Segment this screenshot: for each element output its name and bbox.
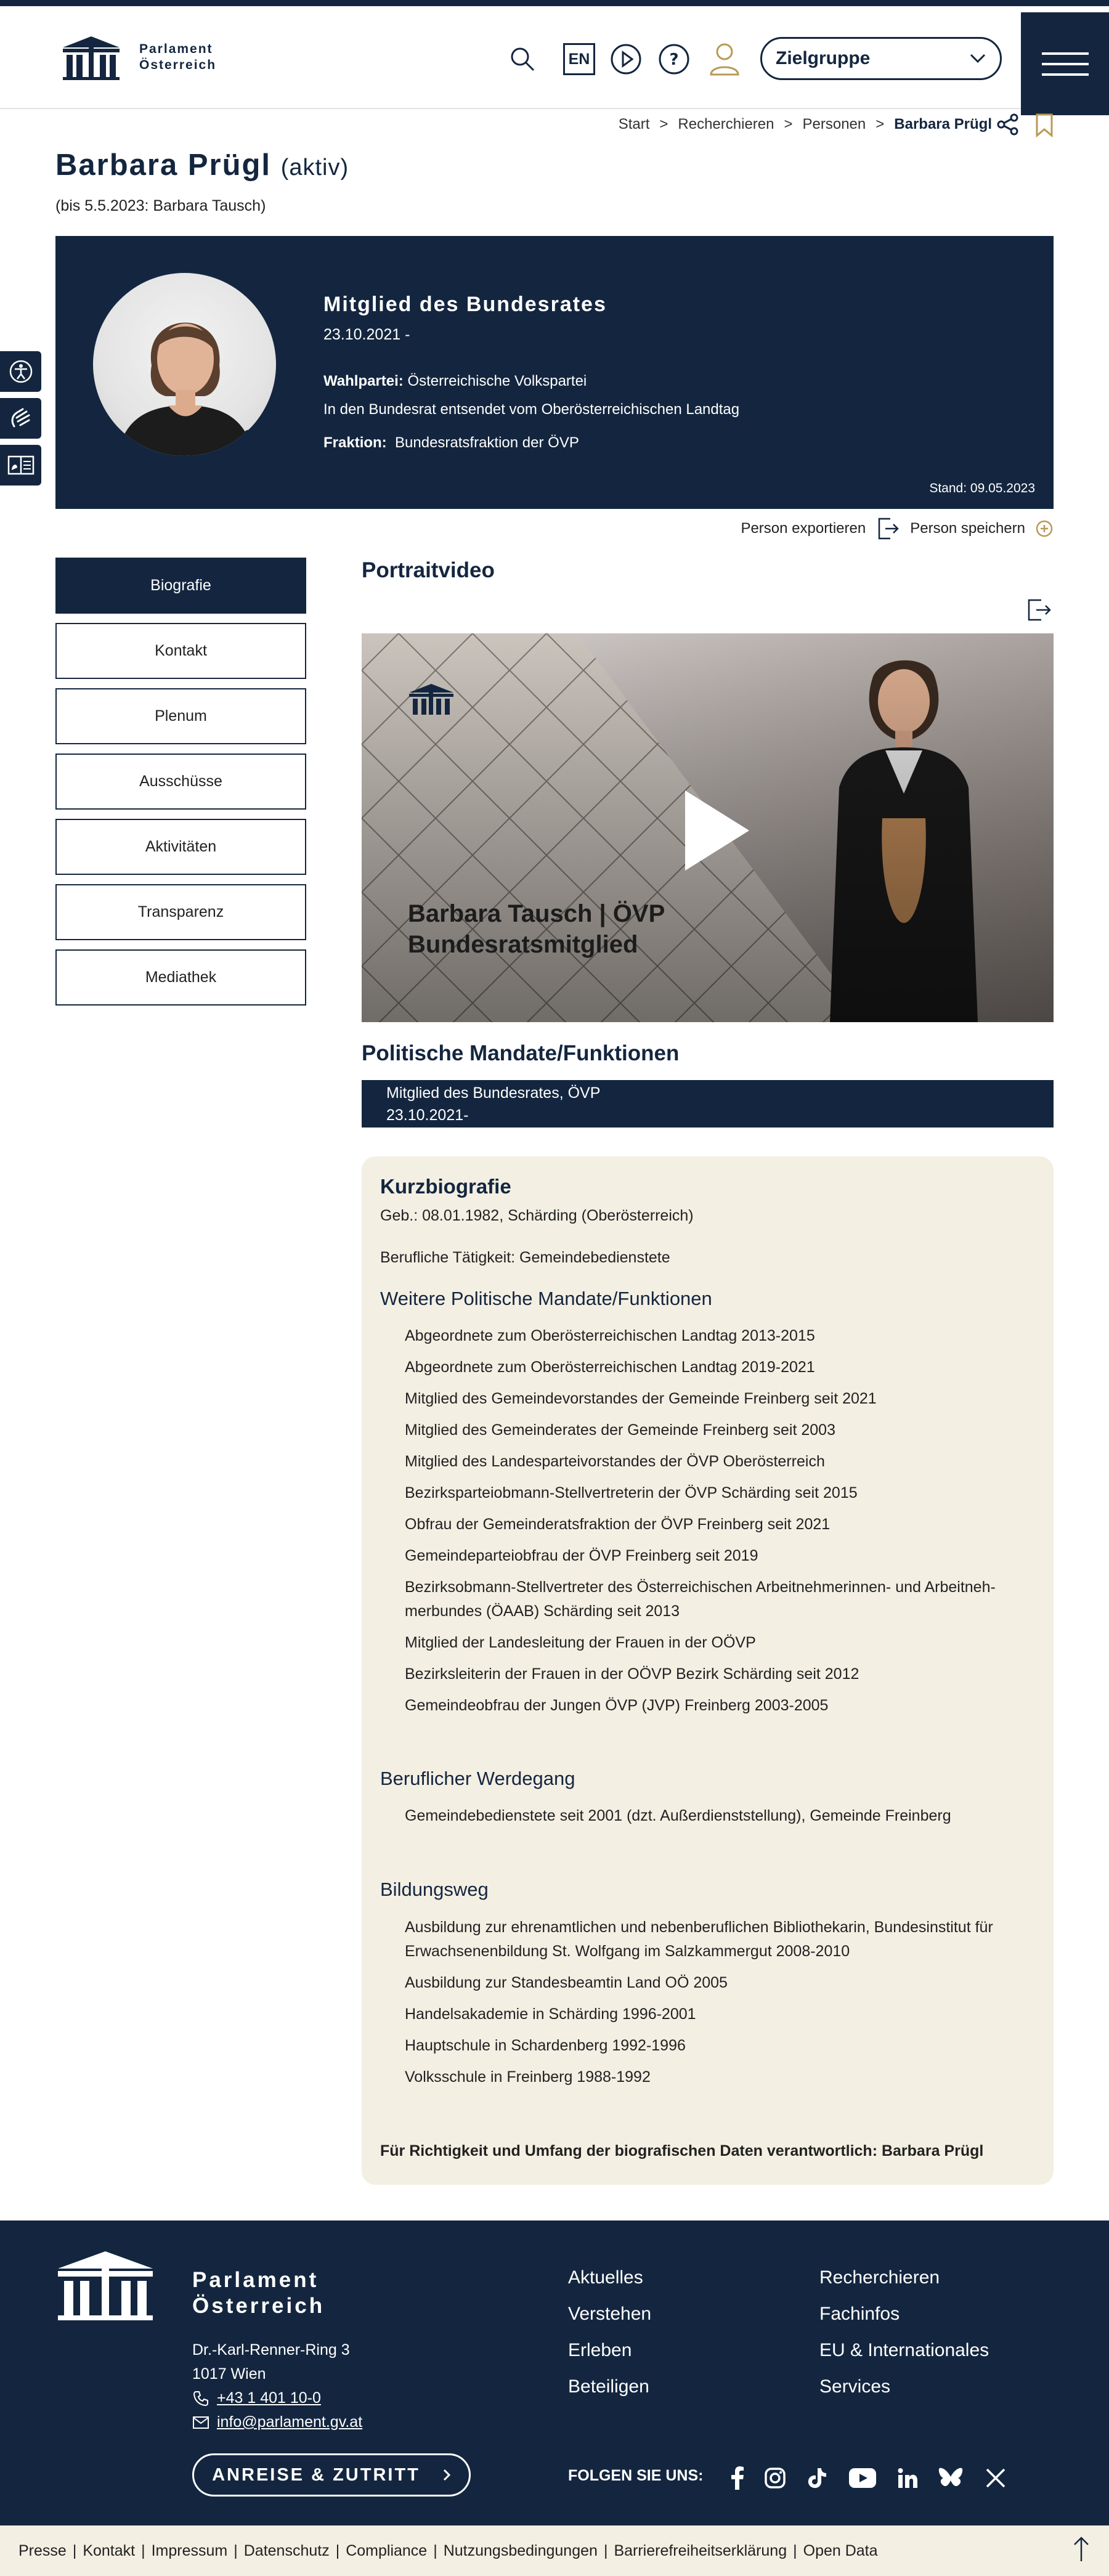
former-name: (bis 5.5.2023: Barbara Tausch) xyxy=(55,197,266,214)
stand-date: Stand: 09.05.2023 xyxy=(929,481,1035,495)
portrait-video[interactable] xyxy=(362,633,1054,1022)
play-icon[interactable] xyxy=(685,790,749,871)
party-value: Österreichische Volkspartei xyxy=(407,373,587,389)
person-role: Mitglied des Bundesrates xyxy=(323,293,607,316)
nav-transparenz[interactable]: Transparenz xyxy=(55,884,306,940)
delegation: In den Bundesrat entsendet vom Oberösterreichischen Landtag xyxy=(323,401,740,418)
footer-link-aktuelles[interactable]: Aktuelles xyxy=(568,2267,643,2288)
video-heading: Portraitvideo xyxy=(362,558,495,582)
footer-address2: 1017 Wien xyxy=(192,2365,266,2383)
footer-link-beteiligen[interactable]: Beteiligen xyxy=(568,2376,649,2397)
nav-biografie[interactable]: Biografie xyxy=(55,558,306,614)
section-nav xyxy=(55,558,306,1015)
party-row xyxy=(323,373,587,390)
career-heading: Beruflicher Werdegang xyxy=(380,1768,575,1789)
top-stripe xyxy=(0,0,1109,6)
education-heading: Bildungsweg xyxy=(380,1879,489,1900)
mandate-item[interactable] xyxy=(362,1080,1054,1128)
list-item: Bezirksparteiobmann-Stellvertreterin der ÖVP Schärding seit 2015 xyxy=(405,1484,858,1501)
bookmark-icon[interactable] xyxy=(1035,113,1054,140)
legal-kontakt[interactable]: Kontakt xyxy=(83,2541,136,2559)
list-item: Handelsakademie in Schärding 1996-2001 xyxy=(405,2005,696,2023)
nav-aktivitaeten[interactable]: Aktivitäten xyxy=(55,819,306,875)
footer-email-row xyxy=(192,2413,362,2431)
list-item: Ausbildung zur ehrenamtlichen und nebenberuflichen Bibliothekarin, Bundesinstitut für Erwachsenenbildung St. Wolfgang im Salzkammergut 2008-2010 xyxy=(405,1919,993,1960)
footer-address1: Dr.-Karl-Renner-Ring 3 xyxy=(192,2341,350,2359)
person-card xyxy=(55,236,1054,509)
parliament-building-icon xyxy=(60,34,122,81)
faction-label: Fraktion: xyxy=(323,434,387,451)
person-name: Barbara Prügl xyxy=(55,148,272,182)
footer-logo-line1: Parlament xyxy=(192,2268,319,2292)
play-icon[interactable] xyxy=(609,42,643,76)
youtube-icon[interactable] xyxy=(849,2466,876,2490)
legal-open-data[interactable]: Open Data xyxy=(803,2541,878,2559)
footer-email-link[interactable]: info@parlament.gv.at xyxy=(217,2413,363,2431)
sign-language-icon[interactable] xyxy=(0,398,41,439)
career-list xyxy=(405,1804,1033,1835)
list-item: Gemeindebedienstete seit 2001 (dzt. Außerdienststellung), Gemeinde Freinberg xyxy=(405,1807,951,1824)
person-status: (aktiv) xyxy=(280,155,349,181)
further-mandates-heading: Weitere Politische Mandate/Funktionen xyxy=(380,1288,712,1309)
site-footer xyxy=(0,2220,1109,2525)
arrival-access-button[interactable] xyxy=(192,2453,471,2497)
faction-value: Bundesratsfraktion der ÖVP xyxy=(395,434,579,451)
language-label: EN xyxy=(563,43,595,75)
easy-language-icon[interactable] xyxy=(0,445,41,486)
list-item: Bezirksobmann-Stellvertreter des Österreichischen Arbeitnehmerinnen- und Arbeitneh-merbundes (ÖAAB) Schärding seit 2013 xyxy=(405,1579,996,1620)
list-item: Ausbildung zur Standesbeamtin Land OÖ 2005 xyxy=(405,1974,728,1991)
zoom-in-icon[interactable] xyxy=(240,428,264,452)
add-circle-icon[interactable] xyxy=(1035,519,1054,538)
help-icon[interactable] xyxy=(657,42,691,76)
footer-link-fachinfos[interactable]: Fachinfos xyxy=(819,2304,900,2324)
share-icon[interactable] xyxy=(996,113,1020,139)
instagram-icon[interactable] xyxy=(763,2466,787,2490)
export-person-link[interactable]: Person exportieren xyxy=(741,520,866,537)
tiktok-icon[interactable] xyxy=(805,2466,829,2490)
list-item: Bezirksleiterin der Frauen in der OÖVP Bezirk Schärding seit 2012 xyxy=(405,1665,859,1683)
bluesky-icon[interactable] xyxy=(938,2466,963,2490)
list-item: Mitglied des Landesparteivorstandes der ÖVP Oberösterreich xyxy=(405,1453,825,1470)
video-export-icon[interactable] xyxy=(1025,598,1052,622)
legal-datenschutz[interactable]: Datenschutz xyxy=(243,2541,330,2559)
list-item: Hauptschule in Schardenberg 1992-1996 xyxy=(405,2037,686,2054)
footer-link-verstehen[interactable]: Verstehen xyxy=(568,2304,652,2324)
breadcrumb: Start > Recherchieren > Personen > Barbara Prügl xyxy=(618,116,992,132)
footer-link-services[interactable]: Services xyxy=(819,2376,891,2397)
list-item: Abgeordnete zum Oberösterreichischen Landtag 2019-2021 xyxy=(405,1359,815,1376)
mandate-title: Mitglied des Bundesrates, ÖVP xyxy=(386,1084,601,1102)
list-item: Obfrau der Gemeinderatsfraktion der ÖVP Freinberg seit 2021 xyxy=(405,1516,831,1533)
save-person-link[interactable]: Person speichern xyxy=(910,520,1025,537)
nav-ausschuesse[interactable]: Ausschüsse xyxy=(55,754,306,810)
chevron-down-icon xyxy=(969,53,986,64)
x-icon[interactable] xyxy=(983,2466,1008,2490)
list-item: Mitglied der Landesleitung der Frauen in der OÖVP xyxy=(405,1634,756,1651)
list-item: Volksschule in Freinberg 1988-1992 xyxy=(405,2068,651,2086)
footer-phone-link[interactable]: +43 1 401 10-0 xyxy=(217,2389,321,2407)
person-actions xyxy=(741,516,1054,541)
bio-heading: Kurzbiografie xyxy=(380,1175,511,1198)
list-item: Abgeordnete zum Oberösterreichischen Landtag 2013-2015 xyxy=(405,1327,815,1344)
faction-row xyxy=(323,434,579,452)
logo-line2: Österreich xyxy=(139,58,217,72)
export-icon[interactable] xyxy=(875,516,900,541)
language-switch[interactable] xyxy=(562,42,596,76)
breadcrumb-start[interactable]: Start xyxy=(618,116,650,132)
nav-mediathek[interactable]: Mediathek xyxy=(55,949,306,1006)
legal-compliance[interactable]: Compliance xyxy=(346,2541,428,2559)
arrival-access-label: ANREISE & ZUTRITT xyxy=(212,2464,420,2485)
video-caption xyxy=(408,898,665,960)
footer-link-eu[interactable]: EU & Internationales xyxy=(819,2340,989,2360)
list-item: Mitglied des Gemeinderates der Gemeinde Freinberg seit 2003 xyxy=(405,1421,835,1439)
legal-nutzungsbedingungen[interactable]: Nutzungsbedingungen xyxy=(443,2541,598,2559)
bio-responsibility: Für Richtigkeit und Umfang der biografischen Daten verantwortlich: Barbara Prügl xyxy=(380,2142,984,2160)
accessibility-icon[interactable] xyxy=(0,351,41,392)
further-mandates-list xyxy=(405,1324,1033,1725)
footer-phone-row xyxy=(192,2389,321,2407)
breadcrumb-personen[interactable]: Personen xyxy=(802,116,866,132)
site-header xyxy=(0,6,1109,109)
legal-barrierefreiheit[interactable]: Barrierefreiheitserklärung xyxy=(614,2541,787,2559)
mandates-heading: Politische Mandate/Funktionen xyxy=(362,1041,680,1065)
user-icon[interactable] xyxy=(707,42,742,76)
linkedin-icon[interactable] xyxy=(895,2466,920,2490)
audience-select-value: Zielgruppe xyxy=(776,48,871,68)
facebook-icon[interactable] xyxy=(725,2466,750,2490)
nav-plenum[interactable]: Plenum xyxy=(55,688,306,744)
phone-icon xyxy=(192,2390,209,2407)
search-icon[interactable] xyxy=(505,42,540,76)
back-to-top-icon[interactable] xyxy=(1072,2535,1091,2562)
footer-parliament-logo[interactable] xyxy=(55,2248,155,2323)
list-item: Mitglied des Gemeindevorstandes der Gemeinde Freinberg seit 2021 xyxy=(405,1390,877,1407)
bio-job: Berufliche Tätigkeit: Gemeindebedienstete xyxy=(380,1249,670,1266)
legal-links: Presse | Kontakt | Impressum | Datenschutz | Compliance | Nutzungsbedingungen | Barrierefreiheitserklärung | Open Data xyxy=(0,2525,1109,2576)
chevron-right-icon xyxy=(442,2468,451,2482)
breadcrumb-current: Barbara Prügl xyxy=(894,116,992,132)
legal-presse[interactable]: Presse xyxy=(18,2541,67,2559)
footer-link-erleben[interactable]: Erleben xyxy=(568,2340,632,2360)
video-caption-line1: Barbara Tausch | ÖVP xyxy=(408,900,665,927)
parliament-logo[interactable] xyxy=(60,34,216,81)
video-caption-line2: Bundesratsmitglied xyxy=(408,931,638,958)
footer-logo-text xyxy=(192,2267,325,2319)
short-biography xyxy=(362,1156,1054,2185)
menu-button[interactable] xyxy=(1021,12,1109,115)
mandate-date: 23.10.2021- xyxy=(386,1107,469,1124)
svg-text:?: ? xyxy=(669,51,679,69)
bio-born: Geb.: 08.01.1982, Schärding (Oberösterreich) xyxy=(380,1207,694,1224)
audience-select[interactable] xyxy=(760,37,1002,80)
person-since: 23.10.2021 - xyxy=(323,326,410,343)
party-label: Wahlpartei: xyxy=(323,373,404,389)
logo-line1: Parlament xyxy=(139,42,213,56)
education-list xyxy=(405,1916,1033,2097)
list-item: Gemeindeparteiobfrau der ÖVP Freinberg seit 2019 xyxy=(405,1547,758,1564)
breadcrumb-recherchieren[interactable]: Recherchieren xyxy=(678,116,774,132)
list-item: Gemeindeobfrau der Jungen ÖVP (JVP) Freinberg 2003-2005 xyxy=(405,1697,829,1714)
footer-logo-line2: Österreich xyxy=(192,2294,325,2318)
mail-icon xyxy=(192,2416,209,2429)
footer-link-recherchieren[interactable]: Recherchieren xyxy=(819,2267,940,2288)
nav-kontakt[interactable]: Kontakt xyxy=(55,623,306,679)
page-title xyxy=(55,148,349,182)
follow-label: FOLGEN SIE UNS: xyxy=(568,2467,704,2484)
legal-impressum[interactable]: Impressum xyxy=(151,2541,228,2559)
